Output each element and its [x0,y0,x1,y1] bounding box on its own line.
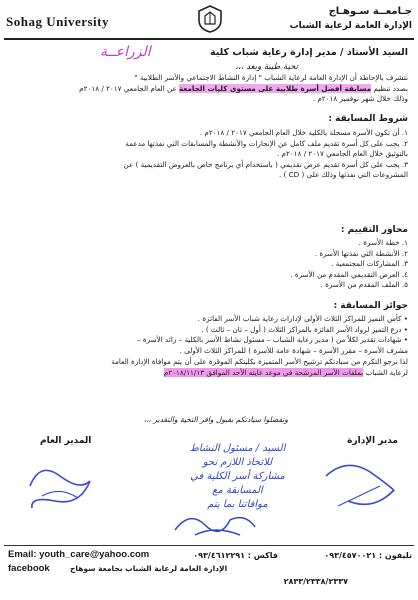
university-logo-icon [196,4,224,34]
header-divider [4,38,414,40]
handwritten-line: موافاتنا بما يتم [207,499,268,510]
list-item: بالتوثيق خلال العام الجامعي ٢٠١٧ / ٢٠١٨م . [276,149,408,159]
intro-paragraph [10,73,408,105]
greeting: تحية طيبة وبعد ،،، [235,62,298,72]
signature-department-manager: مدير الإدارة [347,436,398,446]
list-item: المشروعات التي نفذتها وذلك على ( CD ) . [278,170,408,180]
intro-text: عن العام الجامعي ٢٠١٧ / ٢٠١٨م [79,83,177,93]
footer-fax: فاكس : ٠٩٣/٤٦١٢٢٩١ [193,551,278,560]
prizes-heading: جوائز المسابقة : [333,301,408,311]
list-item: ٢. يجب على كل أسرة تقديم ملف كامل عن الإنجازات والأنشطة والمسابقات التي نفذتها مدعمة [125,138,408,148]
footer-phone-extensions: ٢٨٣٣/٢٣٣٨/٢٣٣٧ [283,577,348,586]
list-item: ٥. الملف المقدم من الأسرة . [320,280,408,290]
evaluation-heading: محاور التقييم : [340,225,408,235]
handwritten-signature-icon [170,505,260,541]
handwritten-line: السيد / مسئول النشاط [189,443,286,454]
signature-general-manager: المدير العام [40,436,92,446]
list-item: ٢. الأنشطة التي نفذتها الأسرة . [314,248,408,258]
list-item: • شهادات تقدير لكلاً من ( مدير رعاية الشباب – مسئول نشاط الأسر بالكلية – رائد الأسرة – [137,335,408,345]
closing-line-2 [10,368,408,379]
closing-paragraph [10,357,408,378]
university-name-ar: جـامعــة سـوهـاج [328,6,412,17]
prizes-list [18,314,408,356]
stamp-scribble-icon [318,446,400,528]
highlighted-competition-name: مسابقة أفضل أسرة طلابية على مستوى كليات الجامعة [179,83,372,93]
list-item: ٣. يجب على كل أسرة تقديم عرض تقديمي ( باستخدام أي برنامج خاص بالعروض التقديمية ) عن [123,159,408,169]
university-name-en: Sohag University [6,14,109,29]
footer-facebook: facebook [8,563,50,574]
evaluation-list [18,238,408,291]
intro-line-1: نتشرف بالإحاطة أن الإدارة العامة لرعاية الشباب " إدارة النشاط الاجتماعي والأسر الطلابية " [134,73,408,82]
intro-line-3: وذلك خلال شهر نوفمبر ٢٠١٨م . [312,94,408,104]
handwritten-line: للاتخاذ اللازم نحو [202,457,273,468]
highlighted-deadline: بملفات الأسر المرشحة في موعد غايته الأحد الموافق ٢٠١٨/١١/١٣م [163,367,364,377]
list-item: ١. أن تكون الأسرة مسجلة بالكلية خلال العام الجامعي ٢٠١٧ / ٢٠١٨م . [199,128,408,137]
list-item: ١. خطة الأسرة . [358,238,408,247]
addressee-line: السيد الأستاذ / مدير إدارة رعاية شباب كلية [209,47,408,58]
closing-line-1: لذا نرجو التكرم من سيادتكم ترشيح الأسر المتميزة بكليتكم الموقرة على أن يتم موافاة الإدارة العامة [111,357,408,366]
intro-line-2 [10,84,408,95]
footer-divider [4,545,414,546]
handwritten-line: مشاركة أسر الكلية في [190,471,285,482]
handwritten-line: المسابقة مع [212,485,263,496]
list-item: • درع التميز لرواد الأسر الفائزة بالمراكز الثلاث ( أول – ثان – ثالث ) . [201,324,408,334]
footer-email: Email: youth_care@yahoo.com [8,549,150,560]
conditions-heading: شروط المسابقة : [328,114,408,124]
list-item: ٤. العرض التقديمي المقدم من الأسرة . [290,269,408,279]
closing-regards: وتفضلوا سيادتكم بقبول وافر التحية والتقدير ،،، [143,415,288,424]
conditions-list [18,128,408,181]
list-item: • كأس التميز للمراكز الثلاث الأولى لإدارات رعاية شباب الأسر الفائزة . [197,314,408,323]
footer-phone: تليفون : ٠٩٣/٤٥٧٠٠٢١ [324,551,412,560]
list-item: مشرف الأسرة – مقرر الأسرة – شهادة عامة للأسرة ) للمراكز الثلاث الأولى . [179,345,408,355]
closing-text: لرعاية الشباب [365,367,408,377]
footer-facebook-page: الإدارة العامة لرعاية الشباب بجامعة سوهاج [70,564,228,573]
stamp-scribble-icon [20,446,102,528]
handwritten-referral-note [150,442,325,512]
handwritten-faculty-name: الزراعــة [100,44,151,60]
intro-text: بصدد تنظيم [373,83,408,93]
list-item: ٣. المشاركات المجتمعية . [331,259,408,269]
youth-care-administration: الإدارة العامة لرعاية الشباب [289,21,412,31]
